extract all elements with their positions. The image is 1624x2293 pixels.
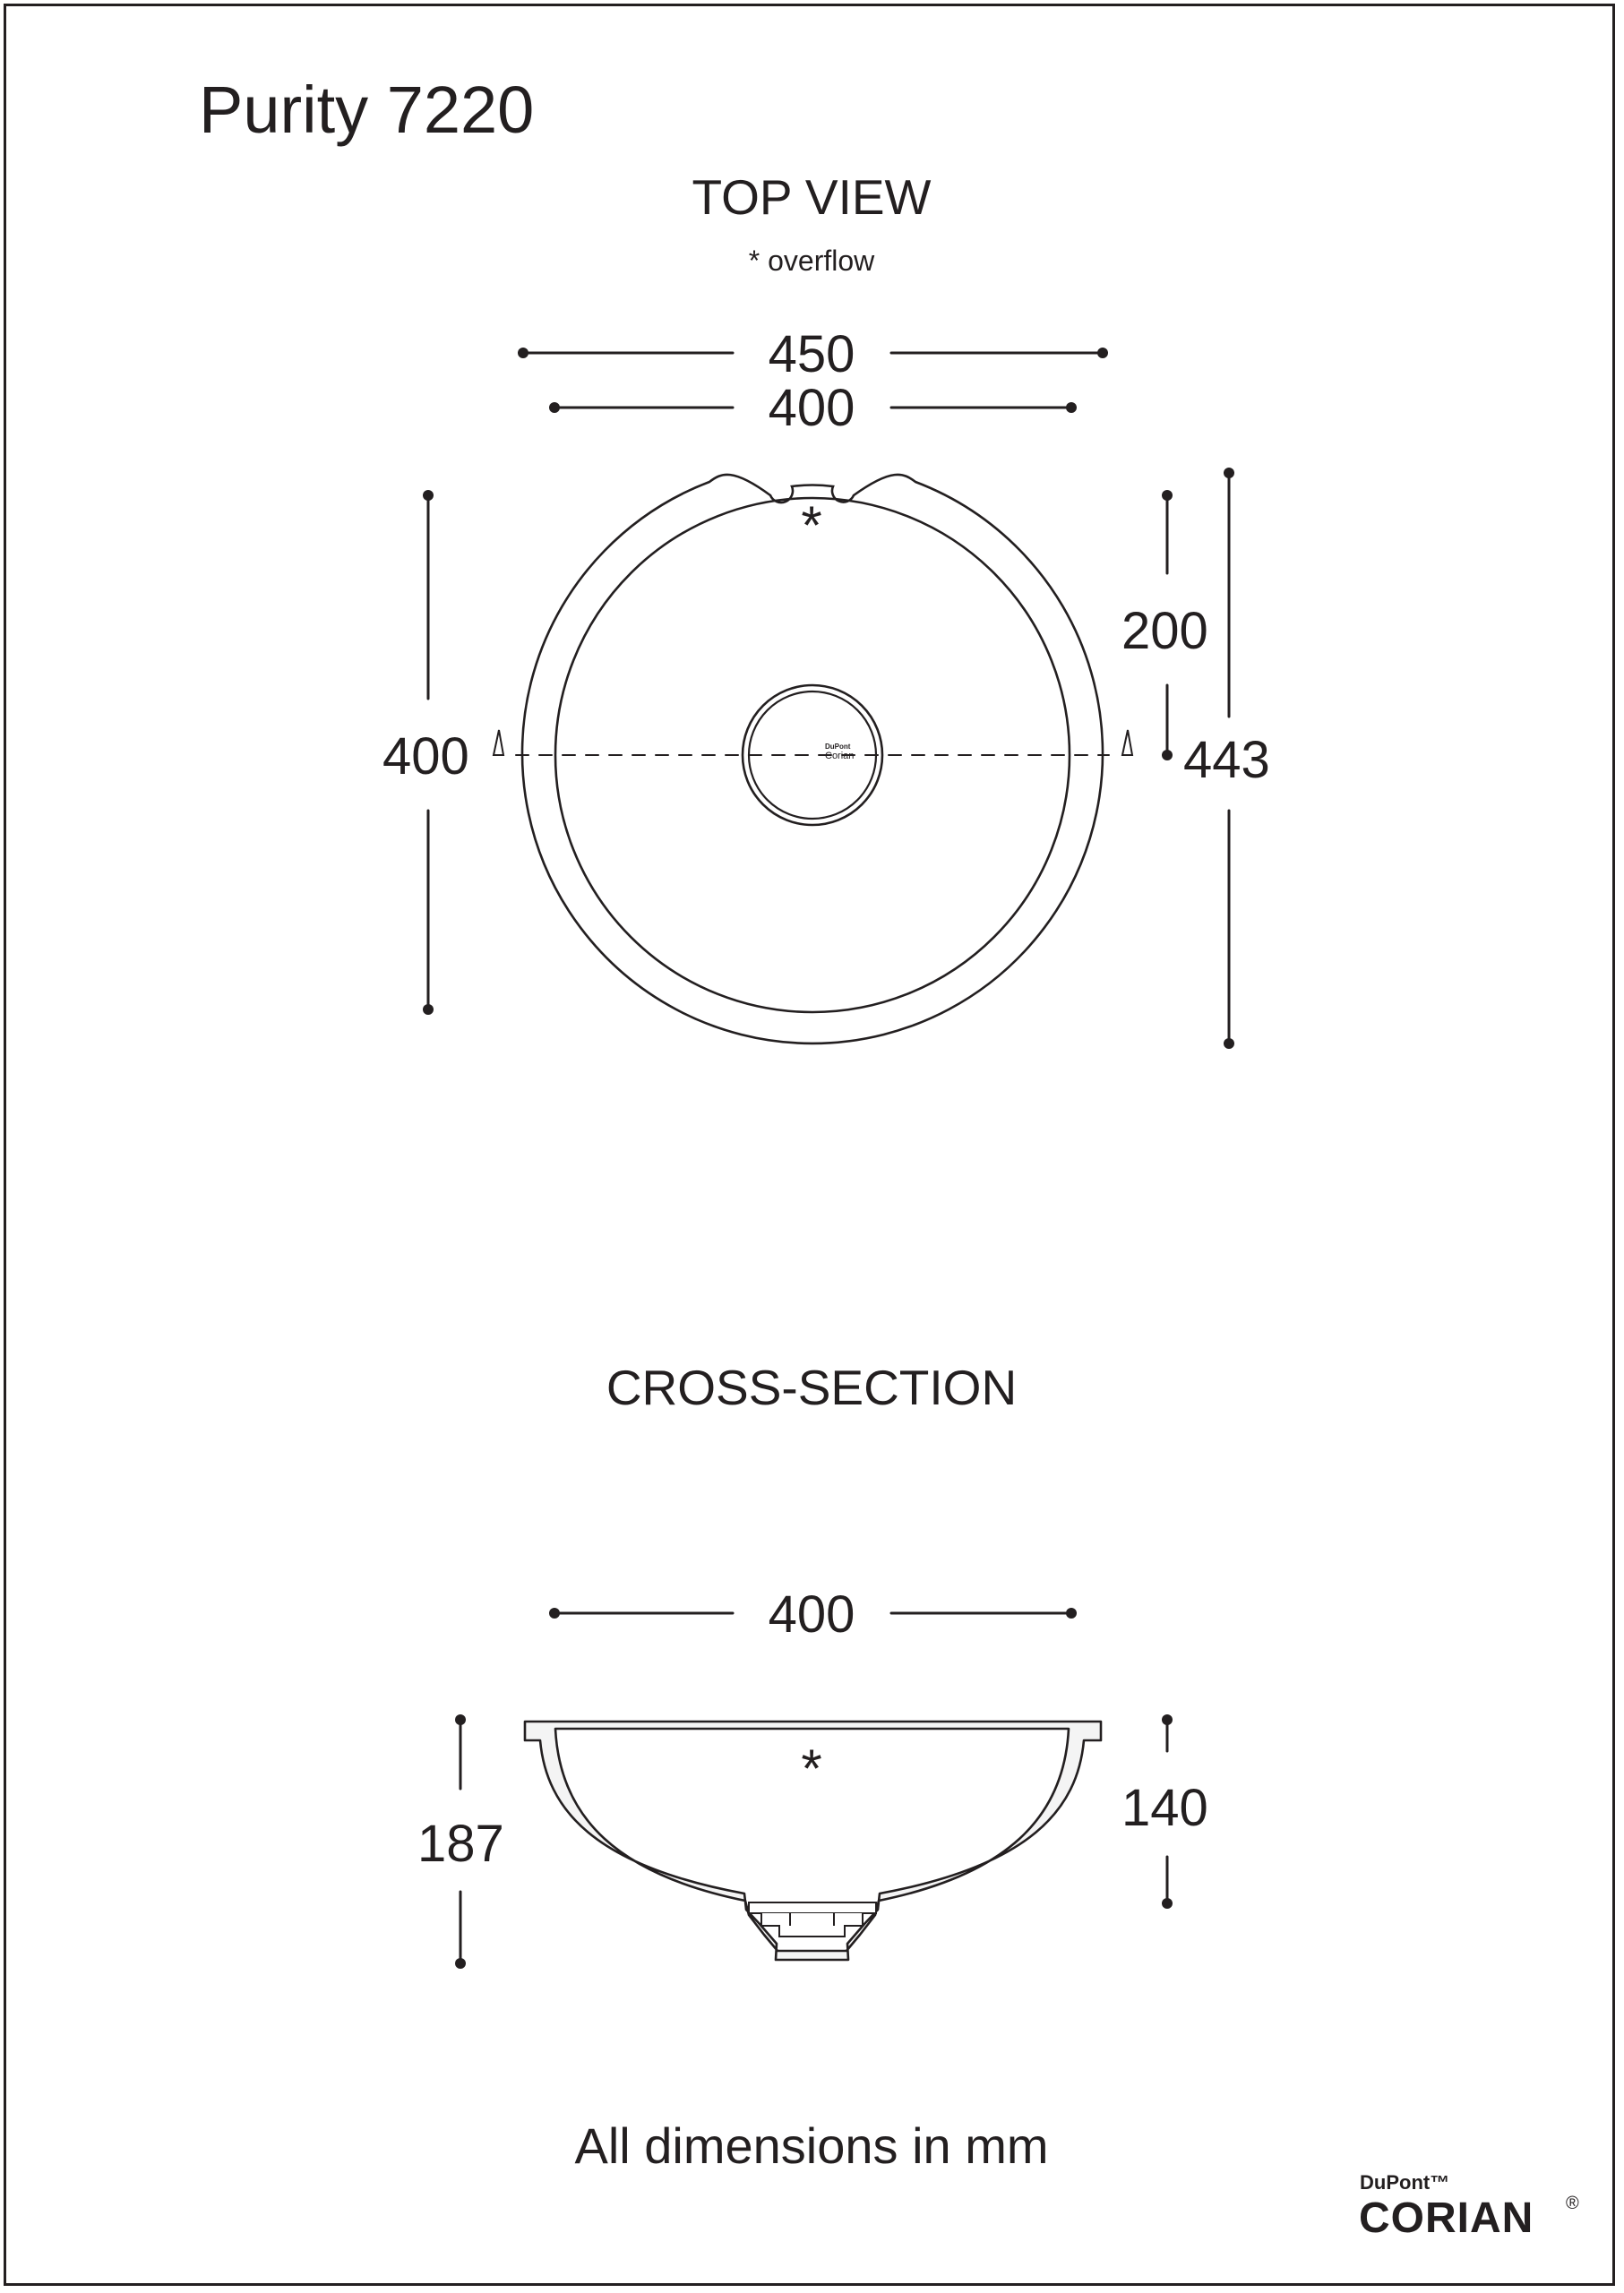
overflow-note: * overflow — [748, 245, 875, 277]
dim-label-187: 187 — [417, 1815, 504, 1873]
section-marker-right — [1122, 730, 1132, 755]
drain-inner-ring — [749, 691, 876, 819]
drain-outer-ring — [743, 685, 882, 825]
basin-outer-rim — [522, 475, 1103, 1043]
overflow-marker-top: * — [801, 495, 822, 555]
dim-label-450: 450 — [768, 325, 855, 383]
top-view-heading: TOP VIEW — [692, 169, 932, 225]
cross-section-heading: CROSS-SECTION — [606, 1360, 1018, 1415]
dim-label-443: 443 — [1183, 731, 1270, 789]
drawing-title: Purity 7220 — [199, 73, 535, 147]
dim-label-400-top: 400 — [768, 379, 855, 437]
dim-label-200: 200 — [1121, 602, 1208, 660]
logo-registered-mark: ® — [1566, 2194, 1579, 2213]
dim-label-400-left: 400 — [382, 727, 469, 786]
dim-label-400-section: 400 — [768, 1585, 855, 1644]
logo-dupont-text: DuPont™ — [1360, 2171, 1450, 2194]
overflow-marker-section: * — [801, 1739, 822, 1799]
drain-product-label: Corian — [825, 751, 855, 761]
drain-brand-label: DuPont — [825, 743, 851, 751]
units-footnote: All dimensions in mm — [574, 2117, 1049, 2174]
dim-label-140: 140 — [1121, 1779, 1208, 1837]
section-marker-left — [494, 730, 503, 755]
logo-corian-text: CORIAN — [1359, 2194, 1534, 2242]
